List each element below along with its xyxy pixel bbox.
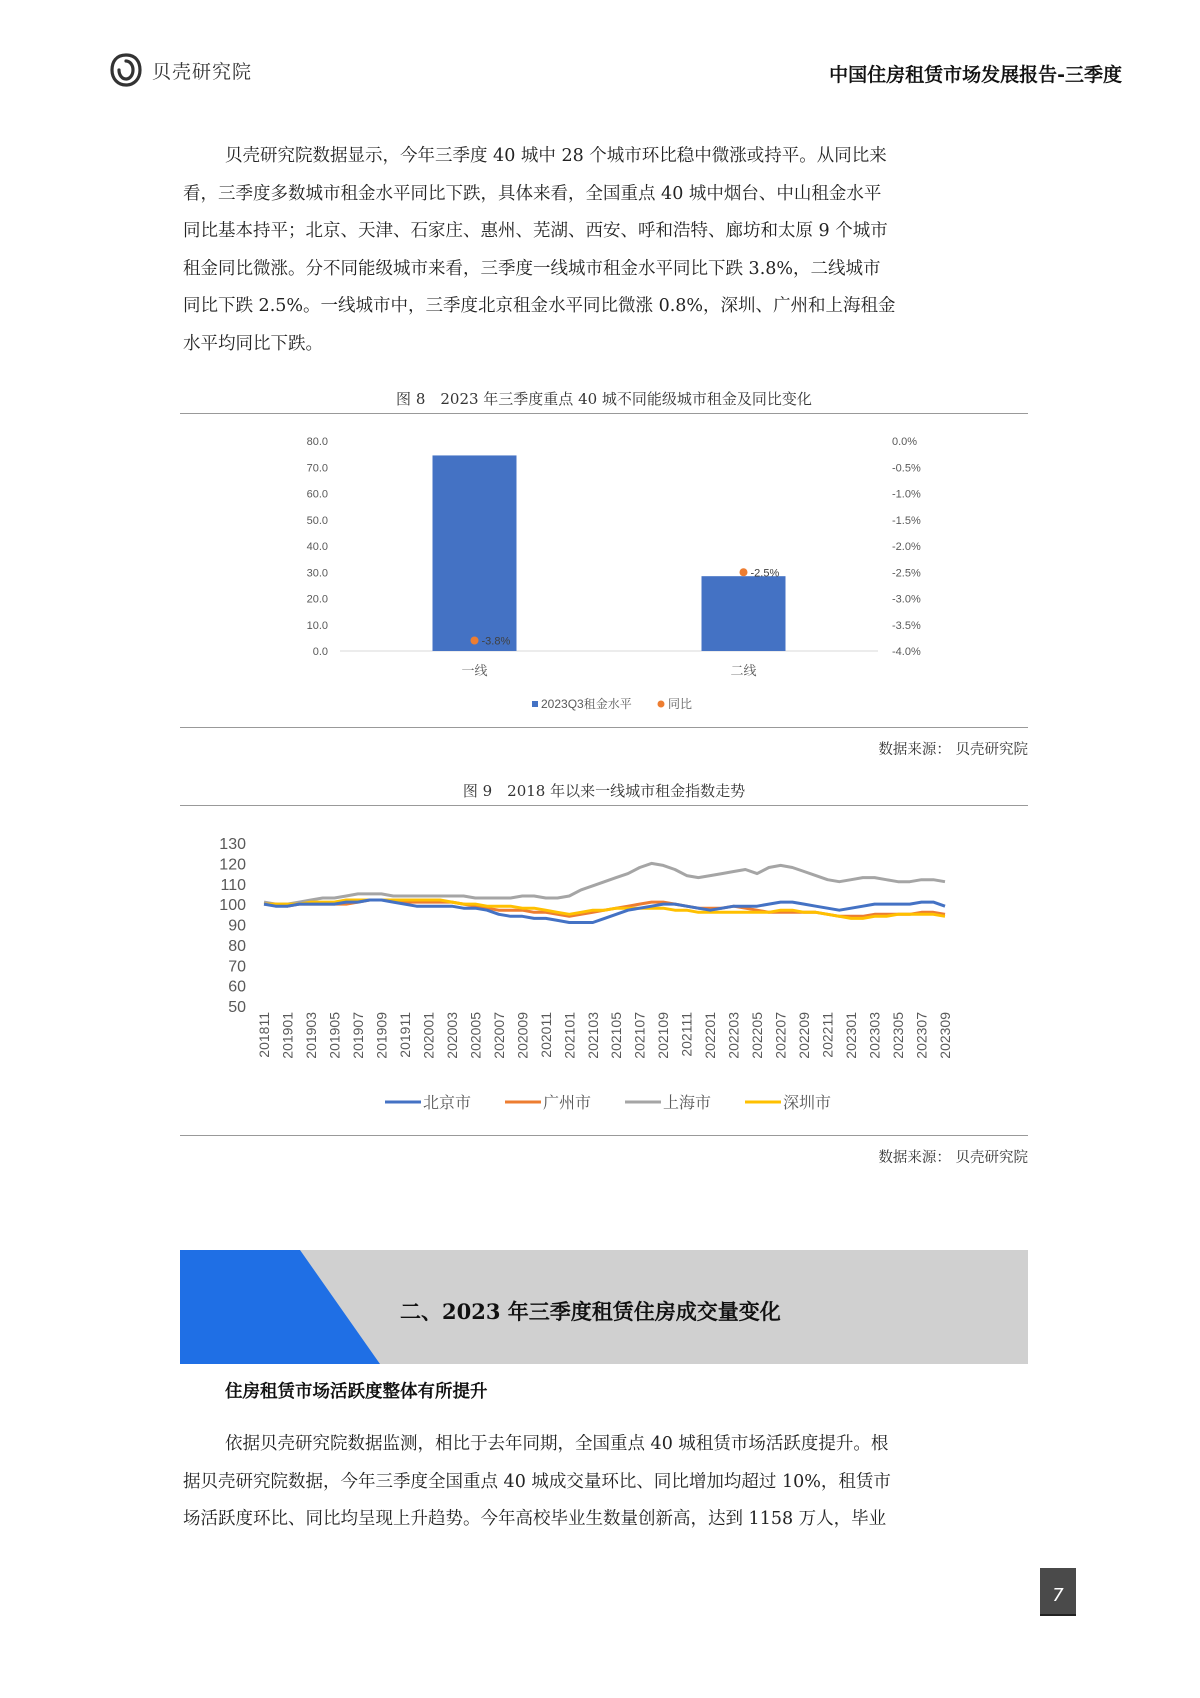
x-tick-label: 202305 xyxy=(890,1012,907,1059)
y-tick-label: 60.0 xyxy=(306,488,328,501)
y2-tick-label: -1.0% xyxy=(892,488,921,501)
y-tick-label: 70.0 xyxy=(306,462,328,475)
legend-bar-label: 2023Q3租金水平 xyxy=(541,697,632,711)
yoy-point xyxy=(471,637,479,645)
x-tick-label: 二线 xyxy=(730,663,757,678)
y-tick-label: 80.0 xyxy=(306,436,328,448)
page-number: 7 xyxy=(1040,1568,1076,1614)
x-tick-label: 202107 xyxy=(631,1012,648,1059)
logo-text: 贝壳研究院 xyxy=(152,60,253,83)
text-line: 租金同比微涨。分不同能级城市来看，三季度一线城市租金水平同比下跌 3.8%，二线城市 xyxy=(183,258,881,279)
x-tick-label: 202309 xyxy=(937,1012,953,1059)
divider xyxy=(180,727,1028,728)
x-tick-label: 201901 xyxy=(279,1012,296,1059)
x-tick-label: 202003 xyxy=(443,1012,460,1059)
bar xyxy=(433,455,517,651)
x-tick-label: 201811 xyxy=(256,1012,272,1058)
x-tick-label: 一线 xyxy=(461,663,488,678)
y-tick-label: 70 xyxy=(228,958,246,976)
x-tick-label: 202011 xyxy=(537,1012,554,1058)
text-line: 同比下跌 2.5%。一线城市中，三季度北京租金水平同比微涨 0.8%，深圳、广州和上海租金 xyxy=(183,296,896,316)
x-tick-label: 202303 xyxy=(866,1012,883,1059)
x-tick-label: 201907 xyxy=(349,1012,366,1059)
y2-tick-label: -0.5% xyxy=(892,462,921,475)
x-tick-label: 202307 xyxy=(913,1012,930,1059)
y-tick-label: 80 xyxy=(228,937,246,955)
section-title: 二、2023 年三季度租赁住房成交量变化 xyxy=(400,1299,781,1324)
text-line: 水平均同比下跌。 xyxy=(183,333,323,354)
x-tick-label: 202111 xyxy=(678,1012,695,1057)
y-tick-label: 40.0 xyxy=(306,541,328,553)
y-tick-label: 60 xyxy=(228,978,246,996)
text-line: 看，三季度多数城市租金水平同比下跌，具体来看，全国重点 40 城中烟台、中山租金水平 xyxy=(183,183,882,204)
y2-tick-label: -3.5% xyxy=(892,619,921,632)
legend-label: 上海市 xyxy=(663,1095,712,1112)
x-tick-label: 201911 xyxy=(396,1012,413,1058)
yoy-data-label: -2.5% xyxy=(750,567,780,580)
y2-tick-label: -4.0% xyxy=(892,646,921,658)
y-tick-label: 50 xyxy=(228,999,246,1016)
y-tick-label: 10.0 xyxy=(306,619,328,632)
logo xyxy=(108,52,252,88)
x-tick-label: 202007 xyxy=(490,1012,507,1059)
x-tick-label: 202205 xyxy=(749,1012,766,1059)
y-tick-label: 100 xyxy=(219,897,246,915)
legend-bar-swatch xyxy=(532,701,538,707)
body-paragraph-2 xyxy=(183,1426,1025,1539)
y-tick-label: 120 xyxy=(219,856,246,874)
page-number-underline xyxy=(1040,1614,1076,1616)
x-tick-label: 202001 xyxy=(420,1012,437,1059)
x-tick-label: 201909 xyxy=(373,1012,390,1059)
y-tick-label: 50.0 xyxy=(306,514,328,527)
body-paragraph-1 xyxy=(183,138,1025,363)
y2-tick-label: 0.0% xyxy=(892,436,918,448)
text-line: 据贝壳研究院数据，今年三季度全国重点 40 城成交量环比、同比增加均超过 10%，租赁市 xyxy=(183,1471,891,1492)
figure-8-chart xyxy=(180,420,1028,720)
text-line: 同比基本持平；北京、天津、石家庄、惠州、芜湖、西安、呼和浩特、廊坊和太原 9 个城市 xyxy=(183,221,888,241)
text-line: 依据贝壳研究院数据监测，相比于去年同期，全国重点 40 城租赁市场活跃度提升。根 xyxy=(225,1434,889,1454)
x-tick-label: 201903 xyxy=(302,1012,319,1059)
series-line xyxy=(264,863,945,904)
yoy-data-label: -3.8% xyxy=(481,635,511,648)
y-tick-label: 0.0 xyxy=(312,646,328,658)
divider xyxy=(180,413,1028,414)
banner-blue-shape xyxy=(180,1250,380,1364)
y-tick-label: 30.0 xyxy=(306,567,328,580)
y-tick-label: 20.0 xyxy=(306,593,328,606)
section-subheading: 住房租赁市场活跃度整体有所提升 xyxy=(225,1382,488,1402)
report-title: 中国住房租赁市场发展报告-三季度 xyxy=(829,64,1122,86)
x-tick-label: 202211 xyxy=(819,1012,836,1058)
x-tick-label: 202109 xyxy=(655,1012,672,1059)
legend-point-label: 同比 xyxy=(668,697,693,711)
x-tick-label: 202101 xyxy=(561,1012,578,1059)
x-tick-label: 202203 xyxy=(725,1012,742,1059)
y-tick-label: 110 xyxy=(220,876,246,894)
figure-9-source: 数据来源： 贝壳研究院 xyxy=(878,1150,1028,1166)
legend-label: 北京市 xyxy=(423,1095,472,1112)
figure-8-caption: 图 8 2023 年三季度重点 40 城不同能级城市租金及同比变化 xyxy=(396,390,812,408)
beike-logo-icon xyxy=(108,52,144,88)
x-tick-label: 202209 xyxy=(796,1012,813,1059)
x-tick-label: 202103 xyxy=(584,1012,601,1059)
x-tick-label: 202009 xyxy=(514,1012,531,1059)
x-tick-label: 201905 xyxy=(326,1012,343,1059)
text-line: 贝壳研究院数据显示，今年三季度 40 城中 28 个城市环比稳中微涨或持平。从同比来 xyxy=(225,146,887,166)
legend-point-swatch xyxy=(658,701,665,708)
x-tick-label: 202105 xyxy=(608,1012,625,1059)
x-tick-label: 202301 xyxy=(843,1012,860,1059)
yoy-point xyxy=(740,568,748,576)
divider xyxy=(180,1135,1028,1136)
figure-8-source: 数据来源： 贝壳研究院 xyxy=(878,742,1028,758)
y2-tick-label: -3.0% xyxy=(892,593,921,606)
bar xyxy=(702,576,786,651)
text-line: 场活跃度环比、同比均呈现上升趋势。今年高校毕业生数量创新高，达到 1158 万人，毕业 xyxy=(183,1509,887,1529)
y-tick-label: 130 xyxy=(219,836,246,853)
x-tick-label: 202207 xyxy=(772,1012,789,1059)
y2-tick-label: -2.5% xyxy=(892,567,921,580)
y-tick-label: 90 xyxy=(228,917,246,935)
divider xyxy=(180,805,1028,806)
figure-9-caption: 图 9 2018 年以来一线城市租金指数走势 xyxy=(462,782,746,800)
x-tick-label: 202005 xyxy=(467,1012,484,1059)
legend-label: 广州市 xyxy=(543,1095,592,1112)
x-tick-label: 202201 xyxy=(702,1012,719,1059)
y2-tick-label: -1.5% xyxy=(892,514,921,527)
figure-9-chart xyxy=(180,812,1028,1132)
y2-tick-label: -2.0% xyxy=(892,541,921,553)
legend-label: 深圳市 xyxy=(783,1095,832,1112)
